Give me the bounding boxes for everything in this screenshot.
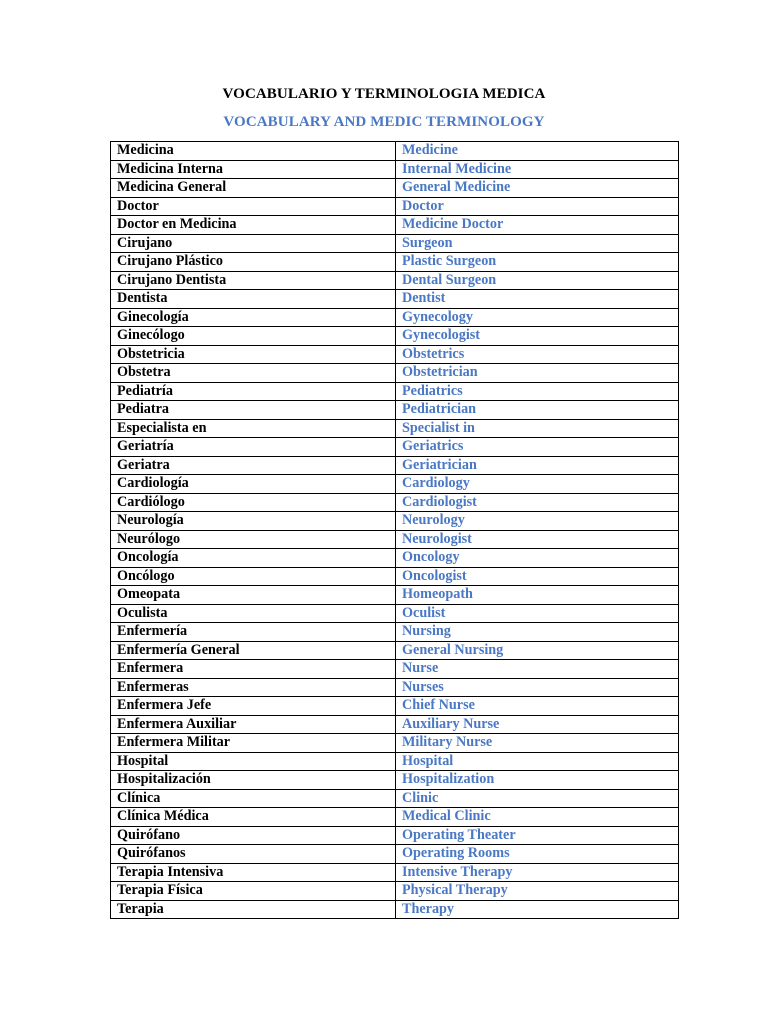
english-term-cell: General Medicine [396,179,679,198]
english-term-cell: Oculist [396,604,679,623]
spanish-term-cell: Ginecología [111,308,396,327]
english-term-cell: Therapy [396,900,679,919]
table-row [111,364,679,383]
table-row [111,345,679,364]
table-row [111,253,679,272]
document-title-spanish: VOCABULARIO Y TERMINOLOGIA MEDICA [222,86,546,102]
english-term-cell: Physical Therapy [396,882,679,901]
english-term-cell: Specialist in [396,419,679,438]
english-term-cell: Military Nurse [396,734,679,753]
document-title-english: VOCABULARY AND MEDIC TERMINOLOGY [223,114,545,130]
spanish-term-cell: Doctor en Medicina [111,216,396,235]
table-row [111,863,679,882]
english-term-cell: Cardiologist [396,493,679,512]
spanish-term-cell: Enfermera [111,660,396,679]
spanish-term-cell: Terapia Intensiva [111,863,396,882]
english-term-cell: Nursing [396,623,679,642]
table-row [111,512,679,531]
table-row [111,771,679,790]
spanish-term-cell: Enfermería [111,623,396,642]
table-row [111,308,679,327]
english-term-cell: Neurologist [396,530,679,549]
english-term-cell: Internal Medicine [396,160,679,179]
table-row [111,734,679,753]
english-term-cell: Operating Rooms [396,845,679,864]
english-term-cell: Geriatrician [396,456,679,475]
spanish-term-cell: Geriatra [111,456,396,475]
table-row [111,234,679,253]
table-row [111,586,679,605]
table-row [111,697,679,716]
spanish-term-cell: Neurólogo [111,530,396,549]
english-term-cell: Doctor [396,197,679,216]
table-row [111,567,679,586]
english-term-cell: Plastic Surgeon [396,253,679,272]
spanish-term-cell: Obstetricia [111,345,396,364]
spanish-term-cell: Dentista [111,290,396,309]
spanish-term-cell: Neurología [111,512,396,531]
table-row [111,826,679,845]
spanish-term-cell: Oculista [111,604,396,623]
spanish-term-cell: Cirujano Plástico [111,253,396,272]
english-term-cell: Gynecologist [396,327,679,346]
table-row [111,660,679,679]
table-row [111,549,679,568]
spanish-term-cell: Terapia [111,900,396,919]
table-row [111,752,679,771]
vocabulary-table [110,141,679,919]
table-row [111,882,679,901]
english-term-cell: Medicine [396,142,679,161]
table-row [111,623,679,642]
english-term-cell: Obstetrics [396,345,679,364]
spanish-term-cell: Hospitalización [111,771,396,790]
spanish-term-cell: Enfermera Jefe [111,697,396,716]
table-row [111,789,679,808]
english-term-cell: Cardiology [396,475,679,494]
table-row [111,142,679,161]
english-term-cell: Hospitalization [396,771,679,790]
spanish-term-cell: Medicina [111,142,396,161]
table-row [111,808,679,827]
table-row [111,382,679,401]
spanish-term-cell: Oncología [111,549,396,568]
english-term-cell: Homeopath [396,586,679,605]
spanish-term-cell: Quirófano [111,826,396,845]
spanish-term-cell: Cirujano Dentista [111,271,396,290]
english-term-cell: Clinic [396,789,679,808]
spanish-term-cell: Especialista en [111,419,396,438]
spanish-term-cell: Ginecólogo [111,327,396,346]
english-term-cell: Oncologist [396,567,679,586]
table-row [111,530,679,549]
table-row [111,160,679,179]
table-row [111,271,679,290]
english-term-cell: Gynecology [396,308,679,327]
english-term-cell: Geriatrics [396,438,679,457]
spanish-term-cell: Hospital [111,752,396,771]
english-term-cell: Nurse [396,660,679,679]
spanish-term-cell: Geriatría [111,438,396,457]
table-row [111,216,679,235]
english-term-cell: Chief Nurse [396,697,679,716]
table-row [111,715,679,734]
spanish-term-cell: Oncólogo [111,567,396,586]
table-row [111,438,679,457]
spanish-term-cell: Enfermeras [111,678,396,697]
table-row [111,401,679,420]
english-term-cell: Surgeon [396,234,679,253]
table-row [111,900,679,919]
spanish-term-cell: Pediatra [111,401,396,420]
table-row [111,475,679,494]
spanish-term-cell: Clínica [111,789,396,808]
table-row [111,641,679,660]
spanish-term-cell: Medicina General [111,179,396,198]
table-row [111,845,679,864]
english-term-cell: Intensive Therapy [396,863,679,882]
english-term-cell: Oncology [396,549,679,568]
table-row [111,179,679,198]
english-term-cell: Obstetrician [396,364,679,383]
spanish-term-cell: Enfermera Militar [111,734,396,753]
spanish-term-cell: Doctor [111,197,396,216]
spanish-term-cell: Cardiólogo [111,493,396,512]
english-term-cell: Operating Theater [396,826,679,845]
spanish-term-cell: Terapia Física [111,882,396,901]
english-term-cell: Pediatrician [396,401,679,420]
table-row [111,290,679,309]
spanish-term-cell: Clínica Médica [111,808,396,827]
spanish-term-cell: Enfermería General [111,641,396,660]
table-row [111,419,679,438]
table-row [111,197,679,216]
spanish-term-cell: Omeopata [111,586,396,605]
spanish-term-cell: Obstetra [111,364,396,383]
table-row [111,493,679,512]
vocabulary-table-body [111,142,679,919]
english-term-cell: Dentist [396,290,679,309]
english-term-cell: Dental Surgeon [396,271,679,290]
english-term-cell: Medicine Doctor [396,216,679,235]
table-row [111,604,679,623]
table-row [111,327,679,346]
english-term-cell: Medical Clinic [396,808,679,827]
table-row [111,456,679,475]
english-term-cell: Auxiliary Nurse [396,715,679,734]
spanish-term-cell: Cirujano [111,234,396,253]
spanish-term-cell: Enfermera Auxiliar [111,715,396,734]
spanish-term-cell: Medicina Interna [111,160,396,179]
spanish-term-cell: Pediatría [111,382,396,401]
spanish-term-cell: Cardiología [111,475,396,494]
table-row [111,678,679,697]
spanish-term-cell: Quirófanos [111,845,396,864]
english-term-cell: Nurses [396,678,679,697]
english-term-cell: General Nursing [396,641,679,660]
english-term-cell: Pediatrics [396,382,679,401]
english-term-cell: Hospital [396,752,679,771]
english-term-cell: Neurology [396,512,679,531]
